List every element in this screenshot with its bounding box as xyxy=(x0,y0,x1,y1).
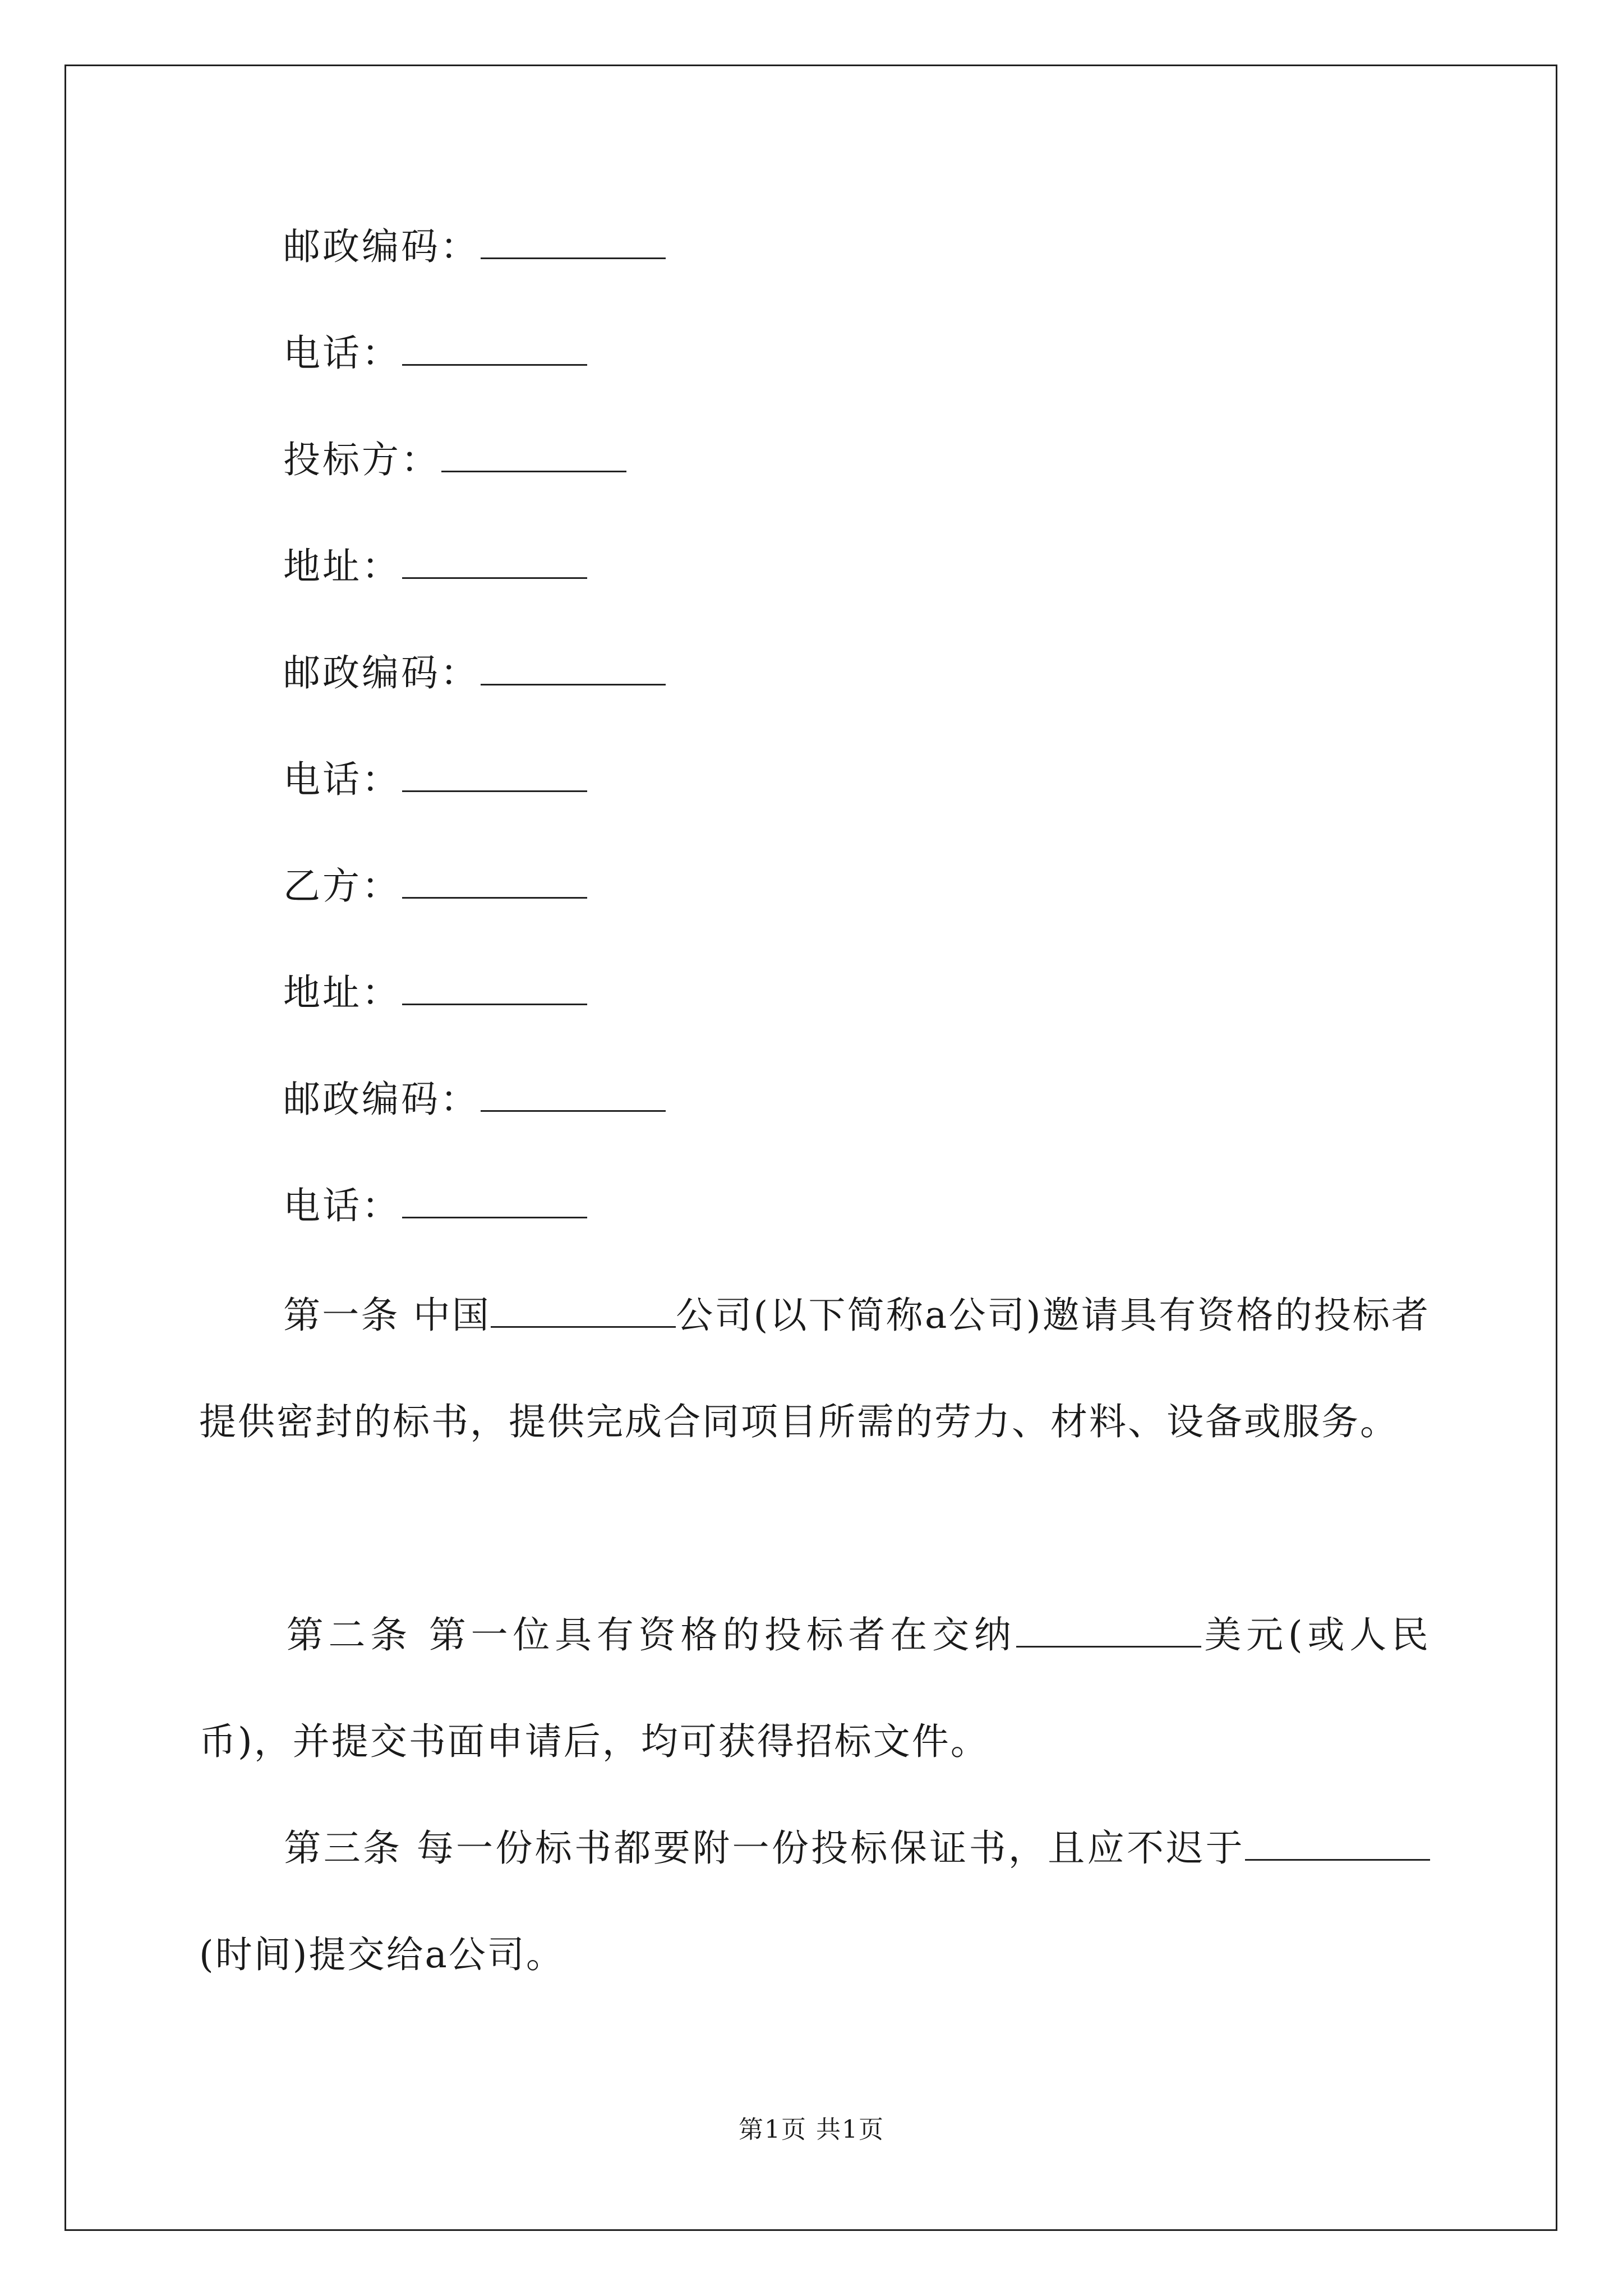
field-label: 地址： xyxy=(283,971,401,1014)
field-postcode-2 xyxy=(283,651,666,694)
blank-line xyxy=(402,973,587,1005)
field-label: 地址： xyxy=(283,545,401,588)
article-2-part2: 美元(或人民币)，并提交书面申请后，均可获得招标文件。 xyxy=(199,1613,1430,1763)
field-postcode-3 xyxy=(283,1078,666,1121)
article-3-part2: (时间)提交给a公司。 xyxy=(199,1933,565,1976)
field-phone-2 xyxy=(283,758,587,801)
field-label: 电话： xyxy=(283,758,401,801)
blank-line xyxy=(402,547,587,579)
blank-line xyxy=(1016,1616,1201,1648)
article-1-part2: 公司(以下简称a公司)邀请具有资格的投标者提供密封的标书，提供完成合同项目所需的劳力、材料、设备或服务。 xyxy=(199,1294,1430,1443)
field-address-2 xyxy=(283,971,587,1014)
field-phone-1 xyxy=(283,332,587,375)
article-3-part1: 第三条 每一份标书都要附一份投标保证书，且应不迟于 xyxy=(283,1826,1245,1870)
blank-line xyxy=(481,1080,666,1112)
field-bidder xyxy=(283,438,626,481)
field-party-b xyxy=(283,864,587,908)
field-label: 电话： xyxy=(283,332,401,375)
blank-line xyxy=(402,1186,587,1218)
blank-line xyxy=(1245,1829,1430,1861)
article-3 xyxy=(199,1795,1430,2008)
blank-line xyxy=(402,334,587,366)
field-label: 投标方： xyxy=(283,438,440,481)
field-label: 邮政编码： xyxy=(283,225,479,268)
article-1-part1: 第一条 中国 xyxy=(283,1294,491,1337)
blank-line xyxy=(481,227,666,259)
field-label: 乙方： xyxy=(283,864,401,908)
blank-line xyxy=(441,440,626,472)
field-phone-3 xyxy=(283,1186,587,1225)
field-postcode-1 xyxy=(283,225,666,268)
page-footer: 第1页 共1页 xyxy=(739,2115,884,2144)
blank-line xyxy=(481,654,666,685)
blank-line xyxy=(491,1296,676,1328)
field-address-1 xyxy=(283,545,587,588)
blank-line xyxy=(402,760,587,792)
article-2 xyxy=(199,1582,1430,1795)
article-2-part1: 第二条 第一位具有资格的投标者在交纳 xyxy=(283,1613,1016,1657)
field-label: 邮政编码： xyxy=(283,651,479,694)
blank-line xyxy=(402,867,587,899)
field-label: 电话： xyxy=(283,1184,401,1227)
field-label: 邮政编码： xyxy=(283,1078,479,1121)
article-1 xyxy=(199,1262,1430,1475)
